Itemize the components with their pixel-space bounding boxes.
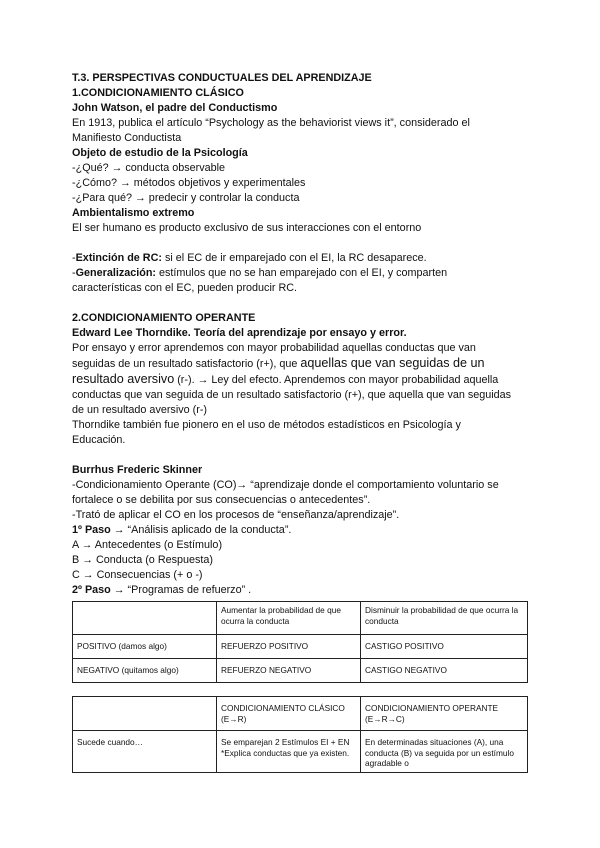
section-heading: 1.CONDICIONAMIENTO CLÁSICO <box>72 87 244 99</box>
table-cell: Aumentar la probabilidad de que ocurra la conducta <box>217 602 361 635</box>
table-cell: CASTIGO NEGATIVO <box>361 659 528 683</box>
table-row <box>73 659 528 683</box>
subheading: Ambientalismo extremo <box>72 207 195 219</box>
table-cell: En determinadas situaciones (A), una conducta (B) va seguida por un estímulo agradable o <box>361 731 528 773</box>
definition-generalizacion: -Generalización: estímulos que no se han emparejado con el EI, y comparten <box>72 267 448 279</box>
paragraph-line <box>72 372 532 388</box>
document-body <box>72 71 532 598</box>
table-cell: POSITIVO (damos algo) <box>73 635 217 659</box>
document-title: T.3. PERSPECTIVAS CONDUCTUALES DEL APRENDIZAJE <box>72 72 372 84</box>
paragraph-line: de un resultado aversivo (r-) <box>72 404 208 416</box>
term-text: estímulos que no se han emparejado con el EI, y comparten <box>156 267 448 279</box>
table-cell: Sucede cuando… <box>73 731 217 773</box>
paragraph-line <box>72 356 532 372</box>
paragraph-line: Educación. <box>72 434 126 446</box>
text-run-large: resultado aversivo <box>72 372 175 386</box>
table-cell: REFUERZO POSITIVO <box>217 635 361 659</box>
conditioning-comparison-table <box>72 696 528 773</box>
paragraph-line: Thorndike también fue pionero en el uso de métodos estadísticos en Psicología y <box>72 419 461 431</box>
list-item: -¿Cómo? → métodos objetivos y experimentales <box>72 177 306 189</box>
table-cell: Se emparejan 2 Estímulos EI + EN *Explica conductas que ya existen. <box>217 731 361 773</box>
list-item: C → Consecuencias (+ o -) <box>72 569 203 581</box>
text-run: seguidas de un resultado satisfactorio (r+), que <box>72 358 301 370</box>
step-text: → “Programas de refuerzo” . <box>110 584 252 596</box>
list-item: -¿Qué? → conducta observable <box>72 162 226 174</box>
table-row <box>73 731 528 773</box>
step-1 <box>72 523 532 538</box>
list-item: -¿Para qué? → predecir y controlar la conducta <box>72 192 300 204</box>
table-row <box>73 635 528 659</box>
text-run-large: aquellas que van seguidas de un <box>300 356 485 370</box>
paragraph-line: fortalece o se debilita por sus consecuencias o antecedentes”. <box>72 494 371 506</box>
list-item: A → Antecedentes (o Estímulo) <box>72 539 223 551</box>
subheading: Objeto de estudio de la Psicología <box>72 147 248 159</box>
table-header-row <box>73 697 528 731</box>
paragraph-line: características con el EC, pueden producir RC. <box>72 282 298 294</box>
text-run: (r-). → Ley del efecto. Aprendemos con mayor probabilidad aquella <box>174 374 499 386</box>
table-cell <box>73 697 217 731</box>
table-cell: CASTIGO POSITIVO <box>361 635 528 659</box>
subheading: John Watson, el padre del Conductismo <box>72 102 278 114</box>
table-cell: CONDICIONAMIENTO CLÁSICO (E→R) <box>217 697 361 731</box>
table-cell: Disminuir la probabilidad de que ocurra la conducta <box>361 602 528 635</box>
table-cell <box>73 602 217 635</box>
paragraph-line: Manifiesto Conductista <box>72 132 182 144</box>
reinforcement-table <box>72 601 528 683</box>
paragraph-line: En 1913, publica el artículo “Psychology as the behaviorist views it”, considerado el <box>72 117 470 129</box>
paragraph-line: -Condicionamiento Operante (CO)→ “aprendizaje donde el comportamiento voluntario se <box>72 479 499 491</box>
table-cell: NEGATIVO (quitamos algo) <box>73 659 217 683</box>
paragraph-line: -Trató de aplicar el CO en los procesos de “enseñanza/aprendizaje”. <box>72 509 400 521</box>
subheading: Edward Lee Thorndike. Teoría del aprendizaje por ensayo y error. <box>72 327 407 339</box>
table-cell: REFUERZO NEGATIVO <box>217 659 361 683</box>
section-heading: 2.CONDICIONAMIENTO OPERANTE <box>72 312 256 324</box>
step-label: 1º Paso <box>72 524 111 536</box>
subheading: Burrhus Frederic Skinner <box>72 464 203 476</box>
table-header-row <box>73 602 528 635</box>
table-cell: CONDICIONAMIENTO OPERANTE (E→R→C) <box>361 697 528 731</box>
definition-extincion: -Extinción de RC: si el EC de ir emparejado con el EI, la RC desaparece. <box>72 252 427 264</box>
term-label: Extinción de RC: <box>75 252 162 264</box>
term-text: si el EC de ir emparejado con el EI, la RC desaparece. <box>162 252 427 264</box>
paragraph-line: Por ensayo y error aprendemos con mayor probabilidad aquellas conductas que van <box>72 342 476 354</box>
step-label: 2º Paso <box>72 584 111 596</box>
term-label: Generalización: <box>75 267 157 279</box>
paragraph-line: El ser humano es producto exclusivo de sus interacciones con el entorno <box>72 222 422 234</box>
step-2 <box>72 583 532 598</box>
paragraph-line: conductas que van seguida de un resultado satisfactorio (r+), que aquella que van seguidas <box>72 389 512 401</box>
list-item: B → Conducta (o Respuesta) <box>72 554 214 566</box>
step-text: → “Análisis aplicado de la conducta”. <box>110 524 292 536</box>
